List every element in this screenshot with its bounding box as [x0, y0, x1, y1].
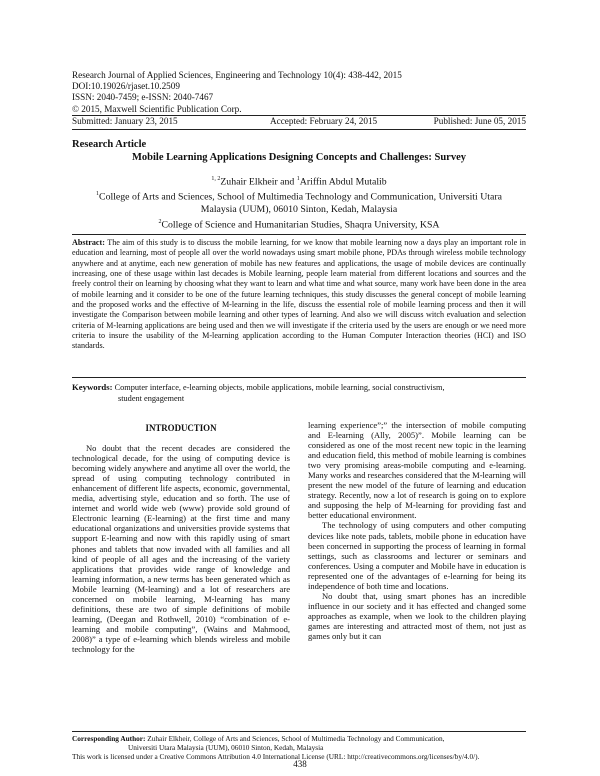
section-heading-introduction: INTRODUCTION	[145, 423, 217, 433]
affiliation-2	[72, 216, 526, 231]
author-names	[72, 173, 526, 188]
issn: ISSN: 2040-7459; e-ISSN: 2040-7467	[72, 92, 214, 103]
author2-name: Ariffin Abdul Mutalib	[299, 176, 387, 188]
aff1-line1: College of Arts and Sciences, School of Multimedia Technology and Communication, Universiti Utara	[99, 191, 502, 203]
intro-paragraph-4: No doubt that, using smart phones has an incredible influence in our society and it has effected and changed some approaches as example, when we look to the children playing games are interesting and attracted most of them, not just as games only but it can	[308, 590, 526, 641]
author1-name: Zuhair Elkheir and	[220, 176, 295, 188]
dates-row	[72, 116, 526, 128]
intro-paragraph-2: learning experience”;” the intersection of mobile computing and E-learning (Ally, 2005)”. Mobile learning can be considered as one of the most recent new topic in the learning and education field, this method of mobile learning is combines two very promising areas-mobile computing and e-learning. Many works and researches considered that the M-learning will present the new model of the future of learning and education strategy. Recently, now a lot of research is going on to explore and supposing the help of M-learning for providing fast and better educational environment.	[308, 420, 526, 521]
abstract-rule-bottom	[72, 377, 526, 378]
abstract	[72, 238, 526, 352]
aff1-sup: 1	[96, 191, 100, 198]
corresponding-author	[72, 734, 526, 743]
column-left	[72, 423, 290, 654]
affiliation-1	[72, 188, 526, 203]
intro-paragraph-1: No doubt that the recent decades are considered the technological decade, for the using of computing device is becoming widely anywhere and anytime all over the world, the spread of using computing technology contributed in enhancement of different life aspects, economic, governmental, media, advertising style, education and so forth. The use of internet and world wide web (www) provide sold ground of Electronic learning (E-learning) at the first time and many educational organizations and universities provide systems that support E-learning and now with this rapidly using of smart phones and tablets that now invaded with all families and all kind of people of all ages and the increasing of the variety applications that provides wide range of knowledge and learning information, a new terms has been generated which as Mobile learning (M-learning) and a lot of researchers are concerned on mobile learning, M-learning has many definitions, these are two of simple definitions of mobile learning, (Deegan and Rothwell, 2010) “combination of e-learning and mobile computing”, (Wains and Mahmood, 2008)” a type of e-learning which blends wireless and mobile technology for the	[72, 443, 290, 654]
aff2-text: College of Science and Humanitarian Studies, Shaqra University, KSA	[161, 219, 440, 231]
header-rule-bottom	[72, 129, 526, 130]
abstract-text: The aim of this study is to discuss the mobile learning, for we know that mobile learning now a days play an important role in education and learning, most of people all over the world nowadays using smart mobile phone, PDAs through wireless mobile technology anywhere and at anytime, each new generation of mobile has new features and applications, the usage of mobile devices are continually increasing, one of these usage within last decades is Mobile learning, people learn material from different locations and sources and the freely control their on learning by choosing what they want to learn and what time and what source, many work have been done in the area of mobile learning and it consider to be one of the future learning techniques, this study discusses the general concept of mobile learning and the proposed works and the effective of M-learning in the life, discuss the essential role of mobile learning process and then it will investigate the Comparison between mobile learning and other types of learning. And also we will discuss witch evaluation and selection criteria of M-learning applications are being used and then we will investigate if the criteria used by the users are enough or we need more criteria to insure the usability of the M-learning application according to the Human Computer Interaction theories (HCI) and ISO standards.	[72, 238, 526, 351]
published-date: Published: June 05, 2015	[433, 116, 526, 126]
article-type: Research Article	[72, 139, 147, 150]
author1-sup: 1, 2	[211, 176, 221, 182]
affiliation-1-cont: Malaysia (UUM), 06010 Sinton, Kedah, Malaysia	[200, 203, 398, 215]
abstract-rule-top	[72, 234, 526, 235]
keywords-label: Keywords:	[72, 382, 113, 392]
copyright: © 2015, Maxwell Scientific Publication Corp.	[72, 103, 242, 114]
author2-sup: 1	[296, 176, 300, 182]
doi: DOI:10.19026/rjaset.10.2509	[72, 81, 180, 92]
keywords-text-cont: student engagement	[118, 393, 185, 403]
corresponding-label: Corresponding Author:	[72, 734, 146, 743]
keywords-text: Computer interface, e-learning objects, mobile applications, mobile learning, social constructivism,	[112, 383, 445, 392]
intro-paragraph-3: The technology of using computers and other computing devices like note pads, tablets, mobile phone in education have been concerned in supporting the process of learning in formal settings, such as classrooms and lecturer or seminars and conferences. Using a computer and Mobile have in education is represented one of the advantages of e-learning for being its independence of both time and locations.	[308, 520, 526, 591]
keywords	[72, 382, 526, 404]
journal-citation: Research Journal of Applied Sciences, Engineering and Technology 10(4): 438-442, 2015	[72, 70, 402, 80]
accepted-date: Accepted: February 24, 2015	[270, 116, 378, 126]
corresponding-line1: Zuhair Elkheir, College of Arts and Sciences, School of Multimedia Technology and Communication,	[145, 734, 445, 743]
author-block	[72, 173, 526, 232]
journal-header	[72, 70, 532, 115]
corresponding-line2: Universiti Utara Malaysia (UUM), 06010 Sinton, Kedah, Malaysia	[128, 743, 324, 753]
abstract-label: Abstract:	[72, 238, 105, 247]
paper-title: Mobile Learning Applications Designing Concepts and Challenges: Survey	[132, 152, 466, 163]
license-text: This work is licensed under a Creative Commons Attribution 4.0 International License (URL: http://creativecommons.org/licenses/by/4.0/).	[72, 752, 480, 762]
column-right	[308, 420, 526, 641]
footer-rule	[72, 731, 526, 732]
aff2-sup: 2	[158, 219, 162, 226]
page-number: 438	[293, 759, 307, 769]
footer	[72, 734, 526, 761]
submitted-date: Submitted: January 23, 2015	[72, 116, 178, 126]
